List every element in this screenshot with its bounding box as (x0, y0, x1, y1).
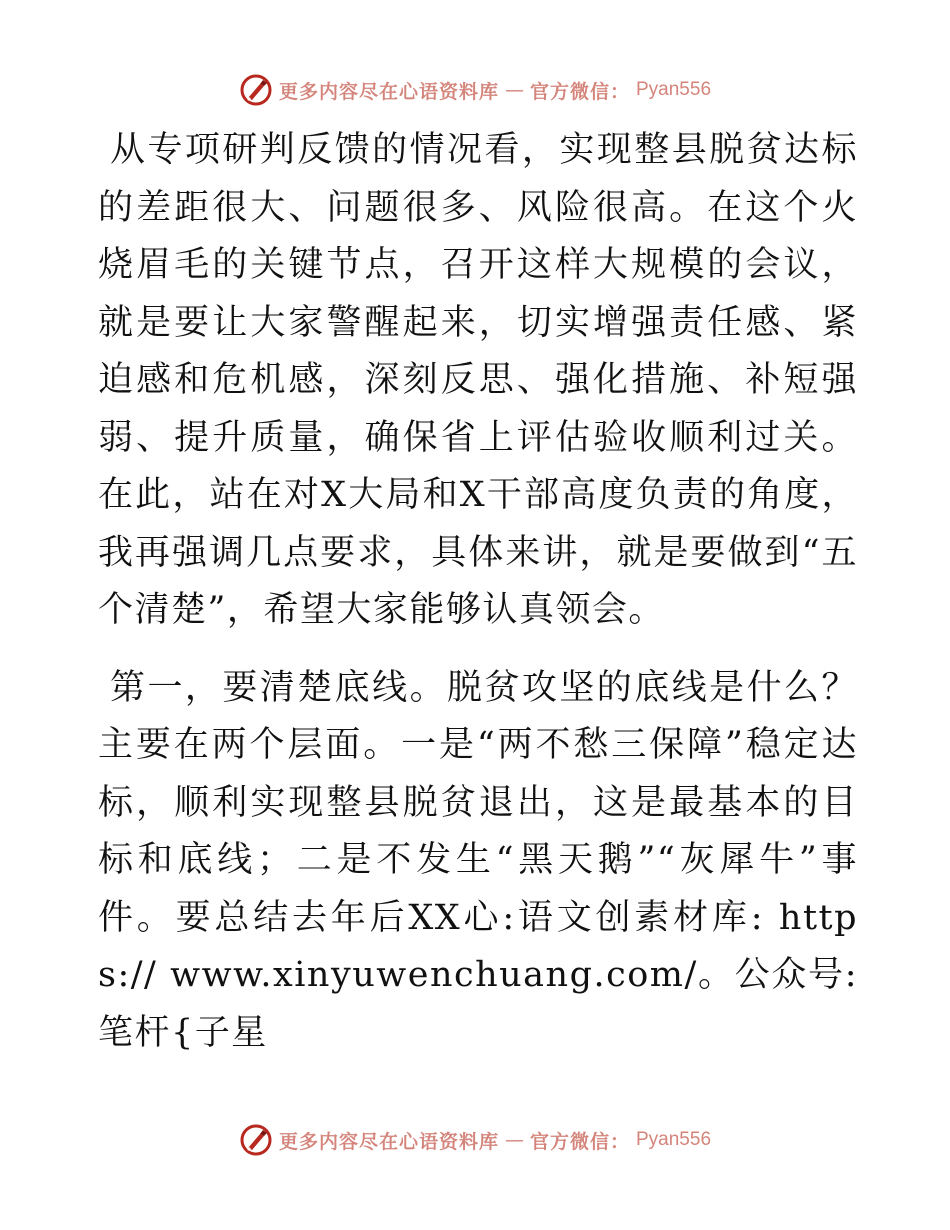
footer-watermark-banner (0, 1120, 950, 1160)
pen-logo-icon (239, 73, 273, 107)
banner-separator: — (504, 79, 524, 101)
banner-text: 更多内容尽在心语资料库 (278, 80, 499, 103)
paragraph-first-point: 第一，要清楚底线。脱贫攻坚的底线是什么？主要在两个层面。一是“两不愁三保障”稳定达标，顺利实现整县脱贫退出，这是最基本的目标和底线；二是不发生“黑天鹅”“灰犀牛”事件。要总结去年后XX心:语文创素材库: https:// www.xinyuwenchuang.com/。公众号: 笔杆{子星 (98, 667, 858, 1053)
banner-wechat-label: 官方微信： (529, 1130, 630, 1153)
document-body (98, 122, 858, 1062)
paragraph-intro: 从专项研判反馈的情况看，实现整县脱贫达标的差距很大、问题很多、风险很高。在这个火烧眉毛的关键节点，召开这样大规模的会议，就是要让大家警醒起来，切实增强责任感、紧迫感和危机感，深刻反思、强化措施、补短强弱、提升质量，确保省上评估验收顺利过关。在此，站在对X大局和X干部高度负责的角度，我再强调几点要求，具体来讲，就是要做到“五个清楚”，希望大家能够认真领会。 (98, 130, 858, 630)
banner-wechat-id: Pyan556 (636, 1129, 712, 1150)
banner-text: 更多内容尽在心语资料库 (278, 1130, 499, 1153)
header-watermark-banner (0, 70, 950, 110)
banner-separator: — (504, 1129, 524, 1151)
pen-logo-icon (239, 1123, 273, 1157)
banner-wechat-id: Pyan556 (636, 79, 712, 100)
banner-wechat-label: 官方微信： (529, 80, 630, 103)
